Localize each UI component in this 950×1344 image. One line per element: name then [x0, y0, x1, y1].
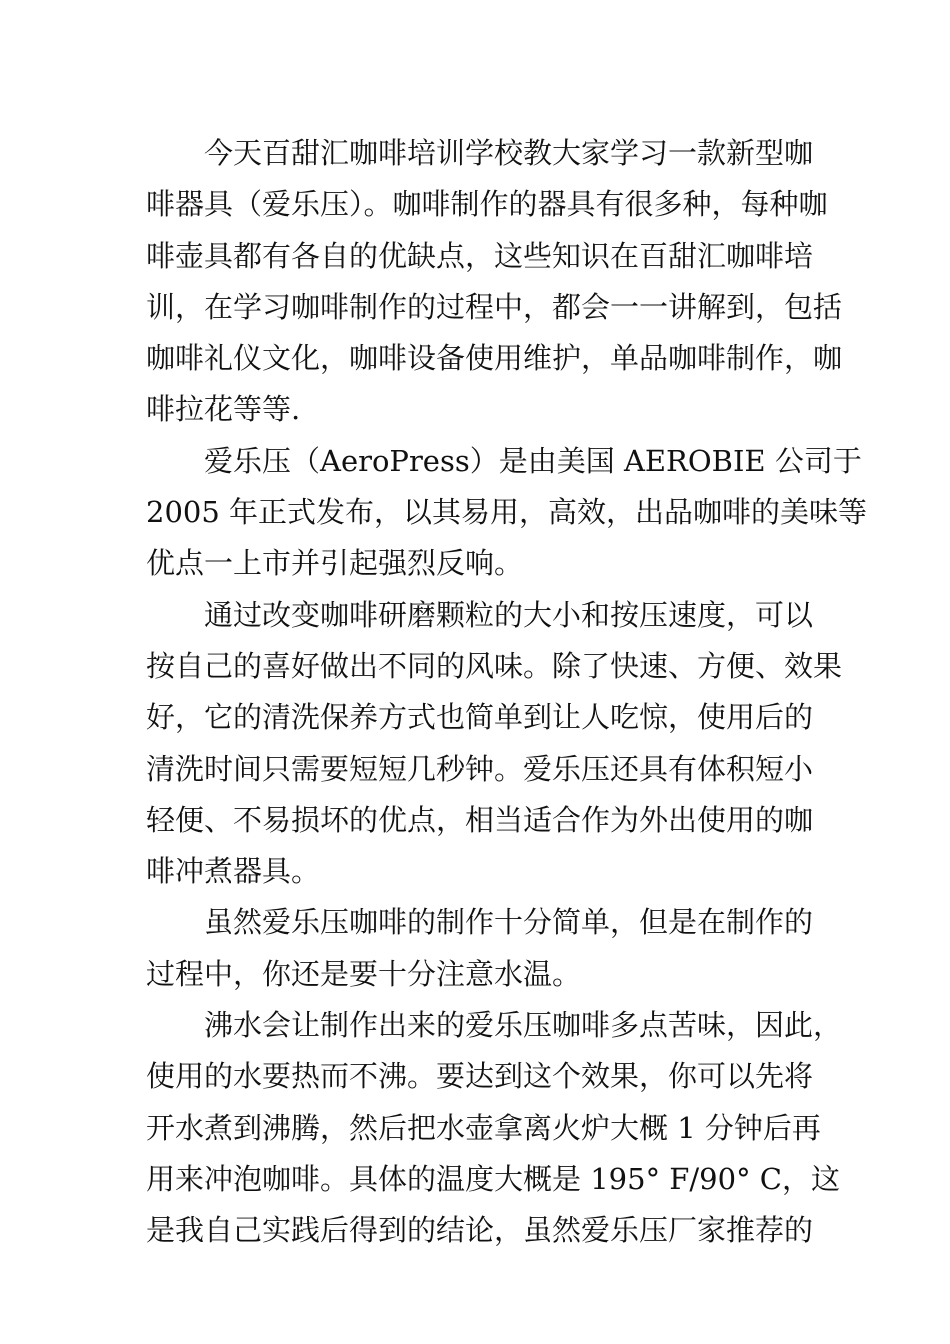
text-line: 用来冲泡咖啡。具体的温度大概是 195° F/90° C，这 — [146, 1161, 840, 1196]
text-line: 过程中，你还是要十分注意水温。 — [146, 956, 582, 991]
text-line: 咖啡礼仪文化，咖啡设备使用维护，单品咖啡制作，咖 — [146, 341, 843, 376]
text-line: 爱乐压（AeroPress）是由美国 AEROBIE 公司于 — [204, 443, 862, 478]
text-line: 2005 年正式发布，以其易用，高效，出品咖啡的美味等 — [146, 495, 868, 530]
text-line: 沸水会让制作出来的爱乐压咖啡多点苦味，因此， — [204, 1008, 843, 1043]
text-line: 是我自己实践后得到的结论，虽然爱乐压厂家推荐的 — [146, 1213, 814, 1248]
paragraph-aeropress-origin — [146, 436, 868, 590]
text-line: 啡器具（爱乐压）。咖啡制作的器具有很多种，每种咖 — [146, 187, 828, 222]
paragraph-boiling-water — [146, 1000, 843, 1256]
text-line: 好，它的清洗保养方式也简单到让人吃惊，使用后的 — [146, 700, 814, 735]
paragraph-intro — [146, 128, 843, 436]
text-line: 优点一上市并引起强烈反响。 — [146, 546, 524, 581]
text-line: 今天百甜汇咖啡培训学校教大家学习一款新型咖 — [204, 136, 814, 170]
text-line: 通过改变咖啡研磨颗粒的大小和按压速度，可以 — [204, 597, 814, 632]
text-line: 训，在学习咖啡制作的过程中，都会一一讲解到，包括 — [146, 289, 843, 324]
text-line: 清洗时间只需要短短几秒钟。爱乐压还具有体积短小 — [146, 751, 814, 786]
text-line: 虽然爱乐压咖啡的制作十分简单，但是在制作的 — [204, 905, 814, 940]
paragraph-flavor-and-cleaning — [146, 590, 843, 898]
text-line: 按自己的喜好做出不同的风味。除了快速、方便、效果 — [146, 648, 843, 683]
text-line: 开水煮到沸腾，然后把水壶拿离火炉大概 1 分钟后再 — [146, 1110, 821, 1145]
text-line: 轻便、不易损坏的优点，相当适合作为外出使用的咖 — [146, 802, 814, 837]
text-line: 啡冲煮器具。 — [146, 854, 321, 889]
text-line: 使用的水要热而不沸。要达到这个效果，你可以先将 — [146, 1059, 814, 1094]
text-line: 啡壶具都有各自的优缺点，这些知识在百甜汇咖啡培 — [146, 238, 814, 273]
paragraph-water-temperature-note — [146, 897, 814, 1000]
text-line: 啡拉花等等. — [146, 392, 301, 427]
document-body — [146, 128, 868, 1257]
